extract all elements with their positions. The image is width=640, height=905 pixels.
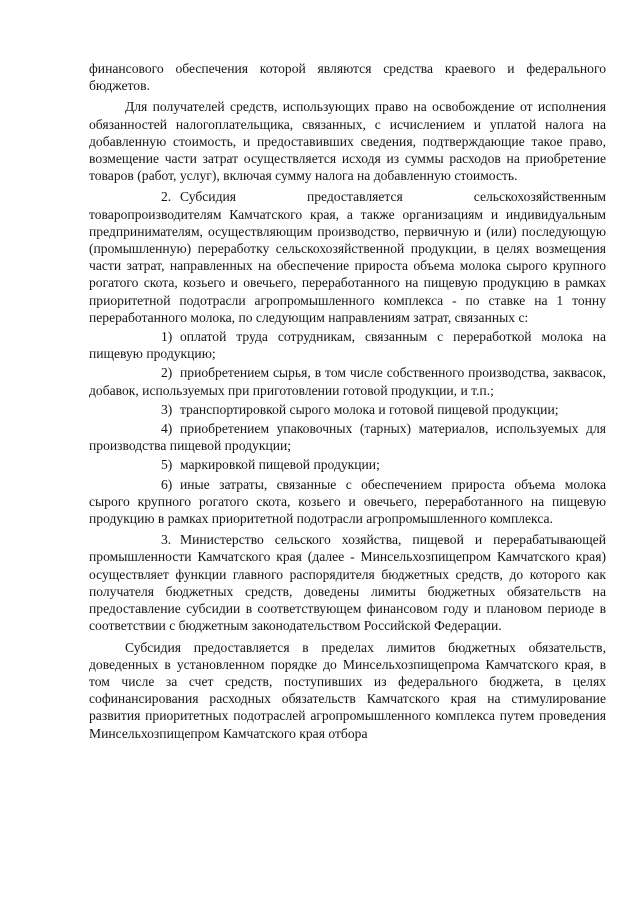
list-item-number: 2) <box>161 365 173 381</box>
list-item-text: оплатой труда сотрудникам, связанным с переработкой молока на пищевую продукцию; <box>89 329 606 362</box>
list-item-text: приобретением упаковочных (тарных) материалов, используемых для производства пищевой продукции; <box>89 421 606 454</box>
list-item-number: 4) <box>161 421 173 437</box>
paragraph-continuation: финансового обеспечения которой являются средства краевого и федерального бюджетов. <box>89 61 606 94</box>
list-item <box>89 420 606 454</box>
paragraph-subsidy-limits: Субсидия предоставляется в пределах лимитов бюджетных обязательств, доведенных в установленном порядке до Минсельхозпищепрома Камчатского края, в том числе за счет средств, поступивших из федерального бюджета, в целях софинансирования расходных обязательств Камчатского края на стимулирование развития приоритетных подотраслей агропромышленного комплекса путем проведения Минсельхозпищепром Камчатского края отбора <box>89 639 606 741</box>
paragraph-text: Министерство сельского хозяйства, пищевой и перерабатывающей промышленности Камчатского края (далее - Минсельхозпищепром Камчатского края) осуществляет функции главного распорядителя бюджетных средств, до которого как получателя бюджетных средств, доведены лимиты бюджетных обязательств на предоставление субсидии в соответствующем финансовом году и плановом периоде в соответствии с бюджетным законодательством Российской Федерации. <box>89 532 606 634</box>
list-item-number: 5) <box>161 457 173 473</box>
expense-list <box>89 328 606 527</box>
paragraph-vat-exemption: Для получателей средств, использующих право на освобождение от исполнения обязанностей налогоплательщика, связанных, с исчислением и уплатой налога на добавленную стоимость, и предоставивших сведения, подтверждающие такое право, возмещение части затрат осуществляется исходя из суммы расходов на приобретение товаров (работ, услуг), включая сумму налога на добавленную стоимость. <box>89 99 606 184</box>
list-item <box>89 328 606 362</box>
paragraph-number: 2. <box>161 189 172 205</box>
list-item <box>89 476 606 528</box>
paragraph-number: 3. <box>161 532 172 548</box>
list-item-text: транспортировкой сырого молока и готовой пищевой продукции; <box>180 401 559 417</box>
list-item <box>89 364 606 398</box>
list-item-number: 3) <box>161 401 173 417</box>
list-item <box>89 401 606 418</box>
paragraph-3 <box>89 531 606 634</box>
list-item-text: маркировкой пищевой продукции; <box>180 457 380 473</box>
paragraph-2 <box>89 188 606 326</box>
list-item-text: иные затраты, связанные с обеспечением прироста объема молока сырого крупного рогатого скота, козьего и овечьего, переработанного на пищевую продукцию в рамках приоритетной подотрасли агропромышленного комплекса. <box>89 476 606 527</box>
list-item <box>89 456 606 473</box>
list-item-number: 6) <box>161 476 173 492</box>
list-item-text: приобретением сырья, в том числе собственного производства, заквасок, добавок, используемых при приготовлении готовой продукции, и т.п.; <box>89 365 606 398</box>
paragraph-text: Субсидия предоставляется сельскохозяйственным товаропроизводителям Камчатского края, а также организациям и индивидуальным предпринимателям, осуществляющим производство, первичную и (или) последующую (промышленную) переработку сельскохозяйственной продукции, в целях возмещения части затрат, направленных на обеспечение прироста объема молока сырого крупного рогатого скота, козьего и овечьего, переработанного на пищевую продукцию в рамках приоритетной подотрасли агропромышленного комплекса - по ставке на 1 тонну переработанного молока, по следующим направлениям затрат, связанных с: <box>89 189 606 325</box>
list-item-number: 1) <box>161 329 173 345</box>
document-page <box>89 60 606 742</box>
